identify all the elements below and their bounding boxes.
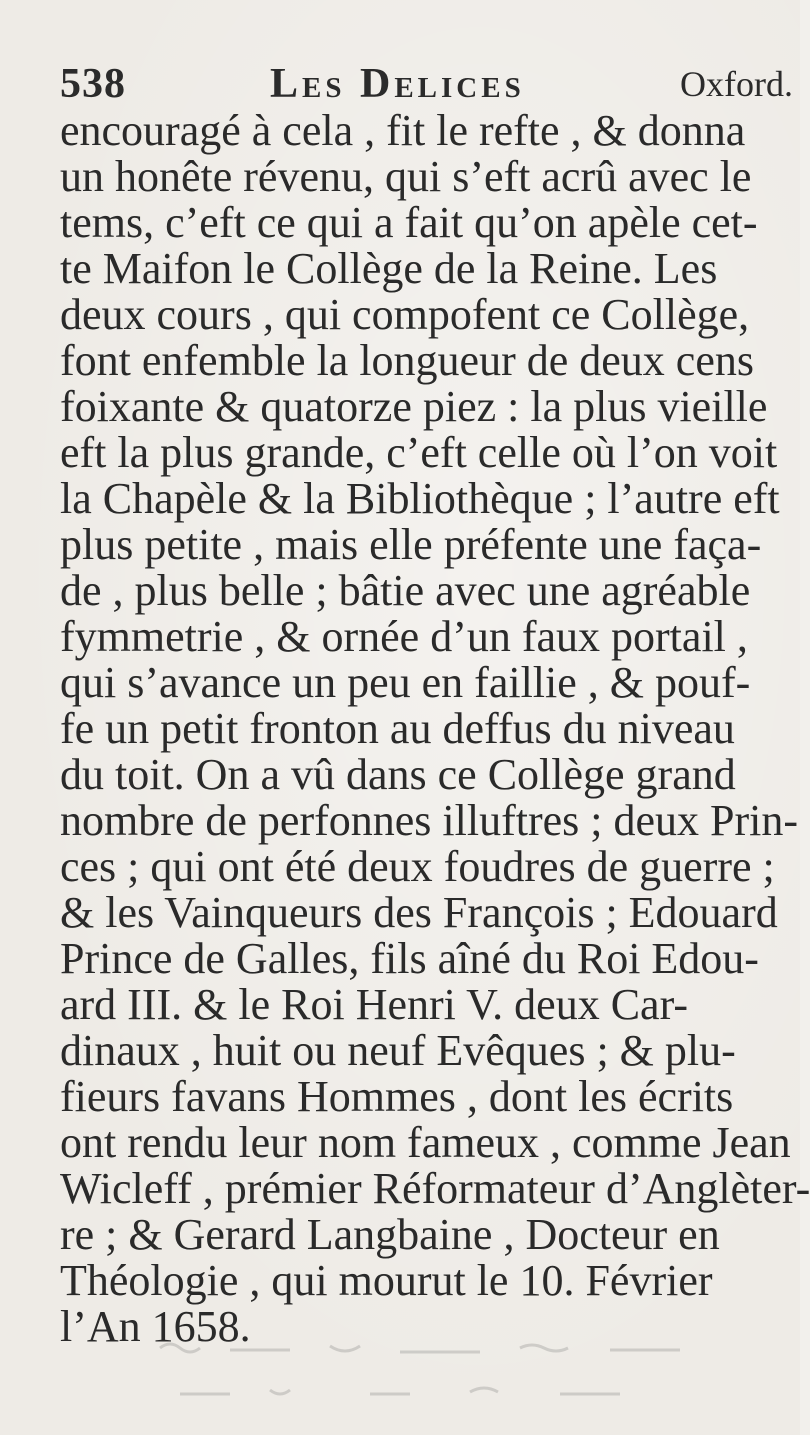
text-line: fymmetrie , & ornée d’un faux portail ,	[60, 612, 748, 661]
text-line: dinaux , huit ou neuf Evêques ; & plu-	[60, 1026, 736, 1075]
text-line: foixante & quatorze piez : la plus vieille	[60, 382, 768, 431]
text-line: la Chapèle & la Bibliothèque ; l’autre eft	[60, 474, 780, 523]
text-line: font enfemble la longueur de deux cens	[60, 336, 754, 385]
text-line: re ; & Gerard Langbaine , Docteur en	[60, 1210, 720, 1259]
text-line: eft la plus grande, c’eft celle où l’on voit	[60, 428, 778, 477]
text-line: fe un petit fronton au deffus du niveau	[60, 704, 735, 753]
text-line: deux cours , qui compofent ce Collège,	[60, 290, 750, 339]
text-line: du toit. On a vû dans ce Collège grand	[60, 750, 736, 799]
page-number: 538	[60, 61, 126, 107]
text-line: plus petite , mais elle préfente une faça-	[60, 520, 762, 569]
text-line: nombre de perfonnes illuftres ; deux Prin-	[60, 796, 799, 845]
bleed-through-marks	[140, 1328, 740, 1418]
text-line: te Maifon le Collège de la Reine. Les	[60, 244, 718, 293]
running-title: Les Delices	[270, 61, 525, 107]
text-line: ont rendu leur nom fameux , comme Jean	[60, 1118, 791, 1167]
text-line: ard III. & le Roi Henri V. deux Car-	[60, 980, 689, 1029]
text-line: & les Vainqueurs des François ; Edouard	[60, 888, 778, 937]
text-line: de , plus belle ; bâtie avec une agréable	[60, 566, 751, 615]
text-line: tems, c’eft ce qui a fait qu’on apèle cet-	[60, 198, 758, 247]
text-line: Wicleff , prémier Réformateur d’Anglèter-	[60, 1164, 810, 1213]
page-header	[60, 58, 800, 110]
text-line: l’An 1658.	[60, 1302, 251, 1351]
running-place: Oxford.	[680, 64, 793, 104]
text-line: ces ; qui ont été deux foudres de guerre ;	[60, 842, 775, 891]
text-line: qui s’avance un peu en faillie , & pouf-	[60, 658, 751, 707]
page-body	[60, 106, 810, 1351]
text-line: fieurs favans Hommes , dont les écrits	[60, 1072, 734, 1121]
text-line: Théologie , qui mourut le 10. Février	[60, 1256, 713, 1305]
show-through-text	[140, 1328, 740, 1418]
text-line: encouragé à cela , fit le refte , & donna	[60, 106, 746, 155]
text-line: un honête révenu, qui s’eft acrû avec le	[60, 152, 752, 201]
text-line: Prince de Galles, fils aîné du Roi Edou-	[60, 934, 759, 983]
